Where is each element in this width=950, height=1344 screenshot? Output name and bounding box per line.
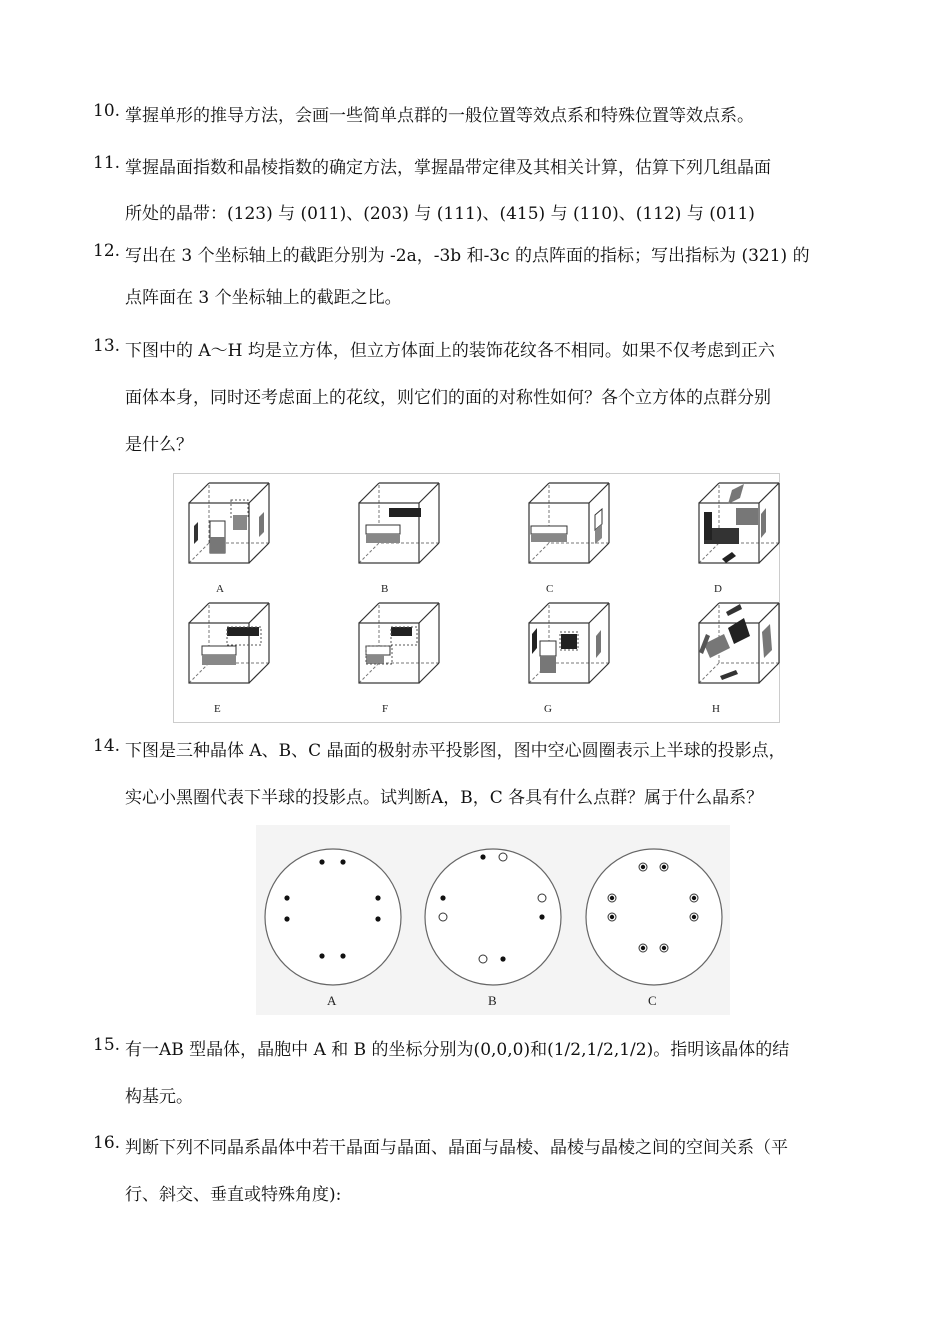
cube-a <box>189 483 269 563</box>
question-text: 实心小黑圈代表下半球的投影点。试判断A，B，C 各具有什么点群？属于什么晶系？ <box>125 788 764 808</box>
stereo-figure <box>256 825 730 1015</box>
question-text: 下图中的 A～H 均是立方体，但立方体面上的装饰花纹各不相同。如果不仅考虑到正六 <box>125 341 775 361</box>
question-text: 掌握晶面指数和晶棱指数的确定方法，掌握晶带定律及其相关计算，估算下列几组晶面 <box>125 158 771 178</box>
question-text: 点阵面在 3 个坐标轴上的截距之比。 <box>125 288 402 308</box>
stereo-label-b: B <box>488 993 497 1008</box>
cube-label-a: A <box>216 583 224 595</box>
question-text: 面体本身，同时还考虑面上的花纹，则它们的面的对称性如何？各个立方体的点群分别 <box>125 388 771 408</box>
question-text: 写出在 3 个坐标轴上的截距分别为 -2a，-3b 和-3c 的点阵面的指标；写出指标为 (321) 的 <box>125 246 810 266</box>
cube-c <box>529 483 609 563</box>
cube-label-b: B <box>381 583 389 595</box>
cube-label-g: G <box>544 703 552 715</box>
stereo-c <box>586 849 722 985</box>
cube-label-f: F <box>382 703 389 715</box>
stereo-b <box>425 849 561 985</box>
stereo-a <box>265 849 401 985</box>
question-number: 14. <box>93 736 121 756</box>
stereo-label-c: C <box>648 993 657 1008</box>
question-number: 12. <box>93 241 121 261</box>
question-number: 16. <box>93 1133 121 1153</box>
cube-figure <box>173 473 780 723</box>
cube-label-e: E <box>214 703 221 715</box>
cube-label-d: D <box>714 583 722 595</box>
cube-g <box>529 603 609 683</box>
question-text: 行、斜交、垂直或特殊角度): <box>125 1185 342 1205</box>
question-number: 11. <box>93 153 121 173</box>
question-text: 是什么？ <box>125 435 193 455</box>
cube-label-h: H <box>712 703 720 715</box>
question-number: 13. <box>93 336 121 356</box>
question-number: 15. <box>93 1035 121 1055</box>
cube-figure-svg <box>174 474 781 724</box>
cube-e <box>189 603 269 683</box>
cube-d <box>699 483 779 563</box>
cube-h <box>699 603 779 683</box>
cube-b <box>359 483 439 563</box>
question-text: 所处的晶带：(123) 与 (011)、(203) 与 (111)、(415) 与 (110)、(112) 与 (011) <box>125 204 755 224</box>
question-text: 掌握单形的推导方法，会画一些简单点群的一般位置等效点系和特殊位置等效点系。 <box>125 106 754 126</box>
stereo-figure-svg <box>256 825 730 1015</box>
question-number: 10. <box>93 101 121 121</box>
question-text: 下图是三种晶体 A、B、C 晶面的极射赤平投影图，图中空心圆圈表示上半球的投影点， <box>125 741 786 761</box>
question-text: 有一AB 型晶体，晶胞中 A 和 B 的坐标分别为(0,0,0)和(1/2,1/2,1/2)。指明该晶体的结 <box>125 1040 790 1060</box>
question-text: 构基元。 <box>125 1087 193 1107</box>
cube-f <box>359 603 439 683</box>
cube-label-c: C <box>546 583 554 595</box>
question-text: 判断下列不同晶系晶体中若干晶面与晶面、晶面与晶棱、晶棱与晶棱之间的空间关系（平 <box>125 1138 788 1158</box>
stereo-label-a: A <box>327 993 337 1008</box>
